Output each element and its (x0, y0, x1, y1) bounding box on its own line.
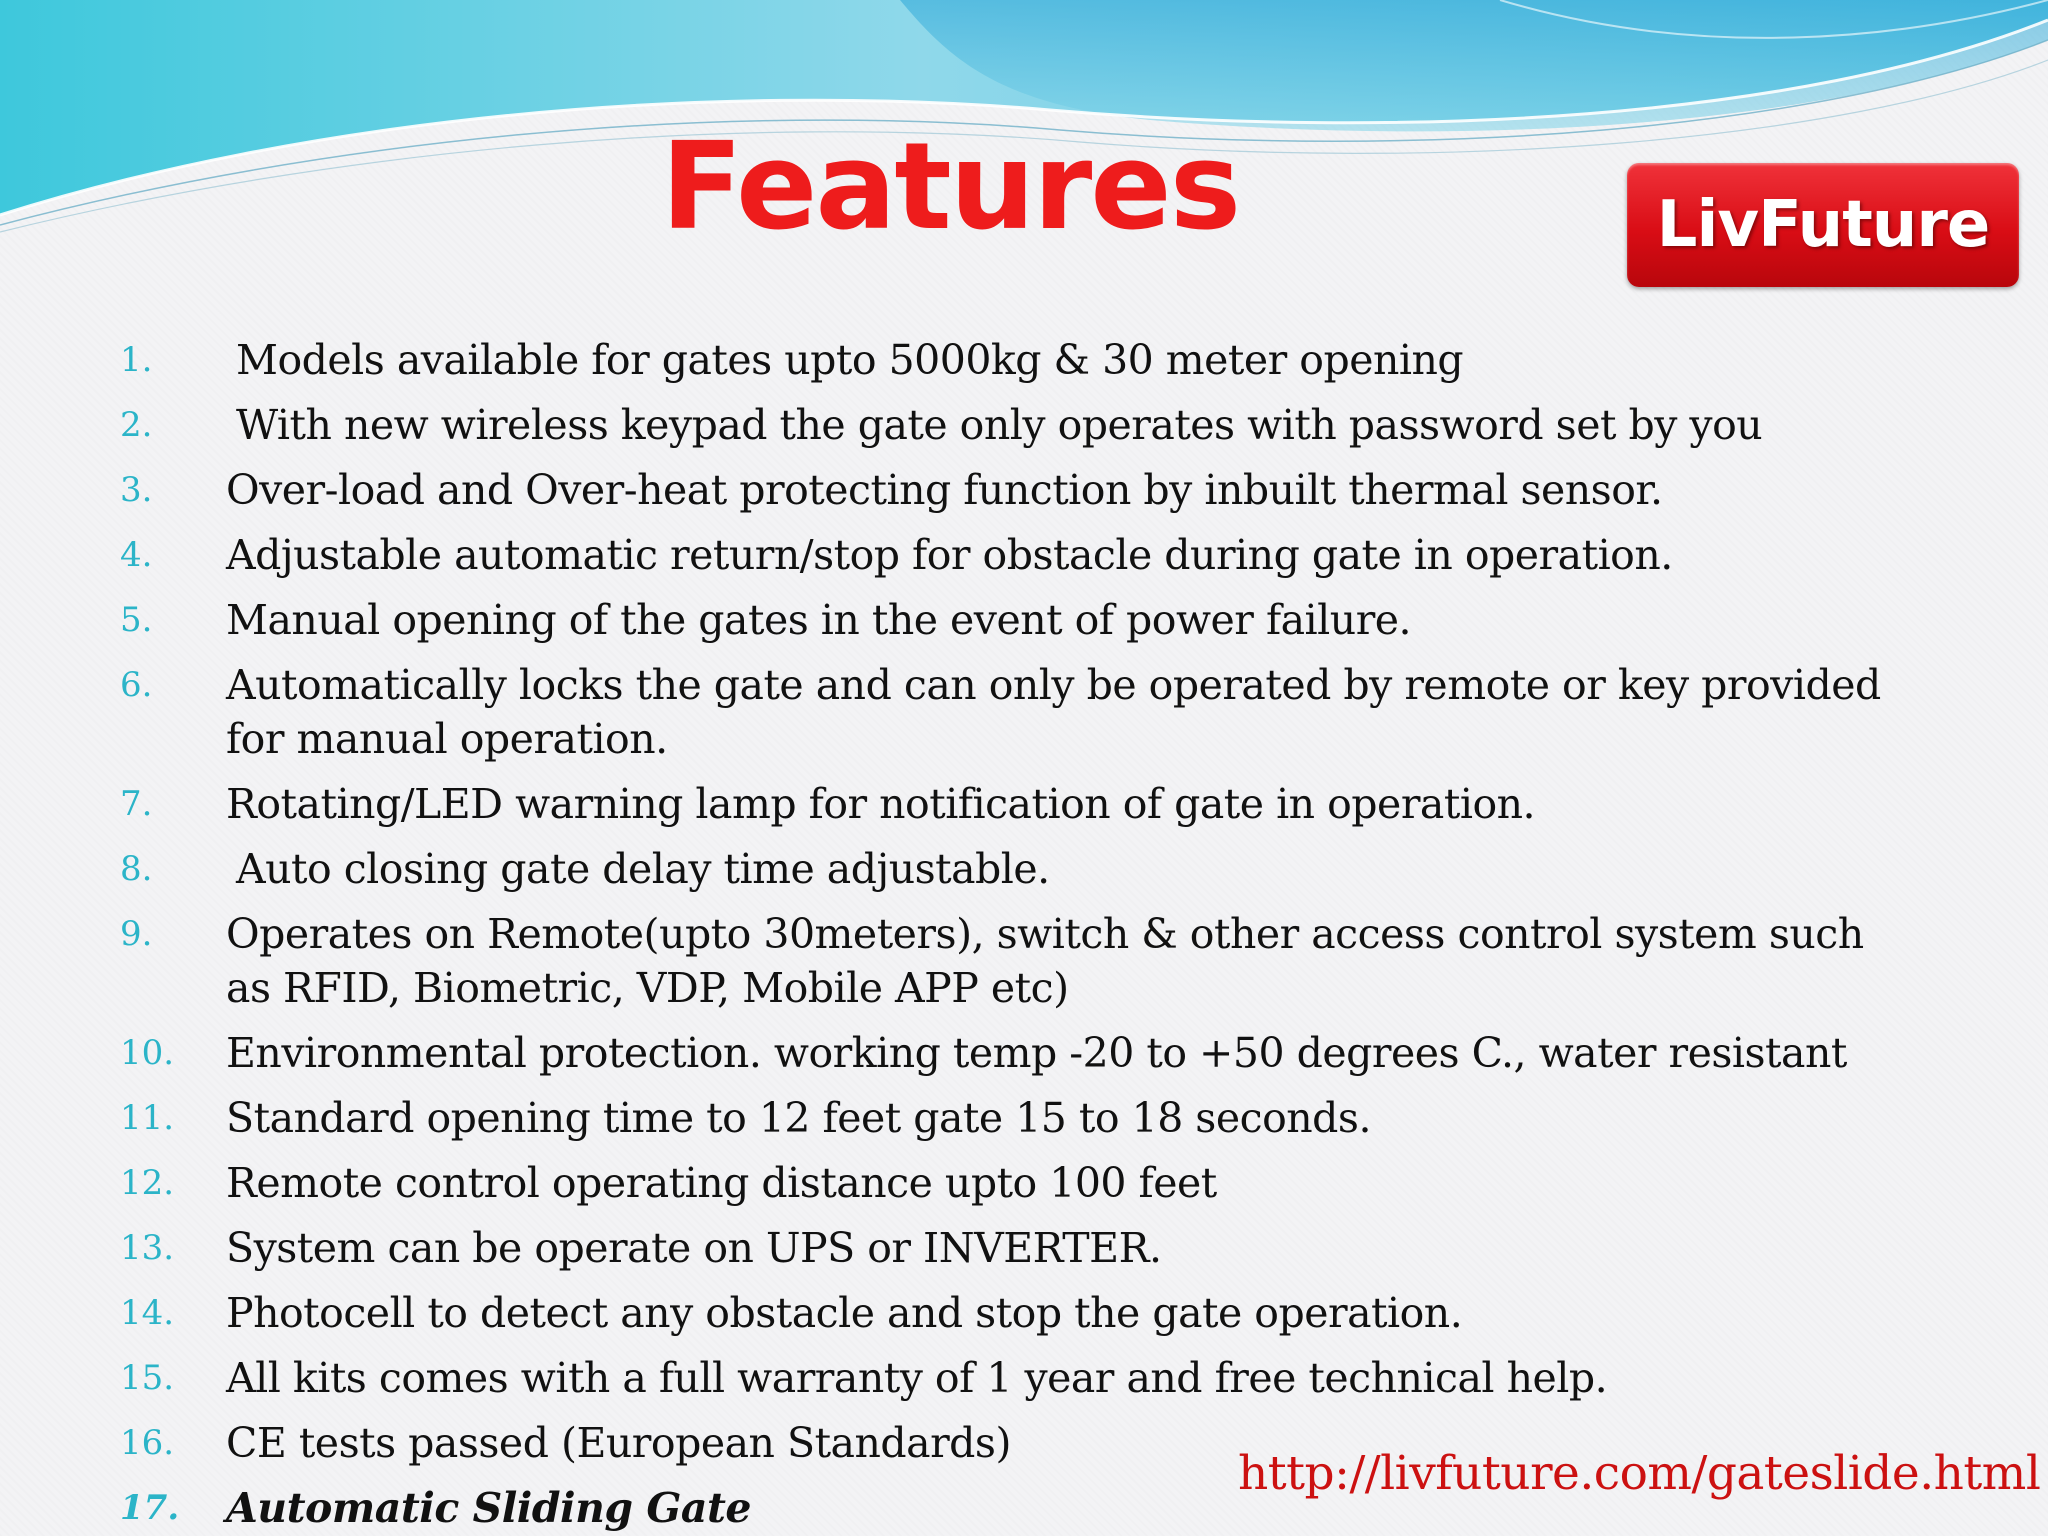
website-link[interactable]: http://livfuture.com/gateslide.html (1238, 1446, 2041, 1501)
list-text: CE tests passed (European Standards) (226, 1419, 1011, 1467)
logo-text: LivFuture (1656, 188, 1990, 262)
list-text: Standard opening time to 12 feet gate 15 to 18 seconds. (226, 1094, 1371, 1142)
list-number: 12. (120, 1163, 175, 1203)
list-number: 17. (120, 1488, 180, 1528)
list-item (120, 398, 1920, 452)
list-text: With new wireless keypad the gate only operates with password set by you (236, 401, 1763, 449)
list-text: Over-load and Over-heat protecting function by inbuilt thermal sensor. (226, 466, 1663, 514)
list-number: 15. (120, 1358, 175, 1398)
list-item (120, 528, 1920, 582)
list-number: 6. (120, 665, 153, 705)
list-number: 5. (120, 600, 153, 640)
list-item (120, 1351, 1920, 1405)
list-number: 1. (120, 340, 153, 380)
list-number: 9. (120, 914, 153, 954)
list-text: Automatic Sliding Gate (226, 1484, 751, 1532)
list-number: 11. (120, 1098, 175, 1138)
list-text: Automatically locks the gate and can only be operated by remote or key provided for manual operation. (226, 661, 1881, 763)
list-number: 7. (120, 784, 153, 824)
list-item (120, 1221, 1920, 1275)
list-number: 4. (120, 535, 153, 575)
list-item (120, 907, 1920, 1015)
list-text: Models available for gates upto 5000kg & 30 meter opening (236, 336, 1464, 384)
list-item (120, 1026, 1920, 1080)
livfuture-logo (1627, 163, 2019, 287)
list-item (120, 1091, 1920, 1145)
list-item (120, 777, 1920, 831)
list-text: All kits comes with a full warranty of 1 year and free technical help. (226, 1354, 1608, 1402)
list-number: 16. (120, 1423, 175, 1463)
list-text: Auto closing gate delay time adjustable. (236, 845, 1050, 893)
list-item (120, 1286, 1920, 1340)
list-text: Manual opening of the gates in the event of power failure. (226, 596, 1412, 644)
list-text: Photocell to detect any obstacle and stop the gate operation. (226, 1289, 1463, 1337)
list-text: System can be operate on UPS or INVERTER. (226, 1224, 1162, 1272)
list-number: 3. (120, 470, 153, 510)
list-text: Remote control operating distance upto 100 feet (226, 1159, 1217, 1207)
list-number: 8. (120, 849, 153, 889)
list-text: Environmental protection. working temp -20 to +50 degrees C., water resistant (226, 1029, 1847, 1077)
list-text: Adjustable automatic return/stop for obstacle during gate in operation. (226, 531, 1673, 579)
list-number: 10. (120, 1033, 175, 1073)
list-number: 14. (120, 1293, 175, 1333)
list-item (120, 842, 1920, 896)
list-text: Rotating/LED warning lamp for notification of gate in operation. (226, 780, 1536, 828)
list-item (120, 463, 1920, 517)
page-title: Features (660, 118, 1240, 257)
list-item (120, 658, 1920, 766)
list-item (120, 593, 1920, 647)
list-number: 13. (120, 1228, 175, 1268)
list-number: 2. (120, 405, 153, 445)
list-item (120, 1156, 1920, 1210)
list-item (120, 333, 1920, 387)
feature-list (120, 333, 1920, 1536)
list-text: Operates on Remote(upto 30meters), switch & other access control system such as RFID, Biometric, VDP, Mobile APP etc) (226, 910, 1864, 1012)
